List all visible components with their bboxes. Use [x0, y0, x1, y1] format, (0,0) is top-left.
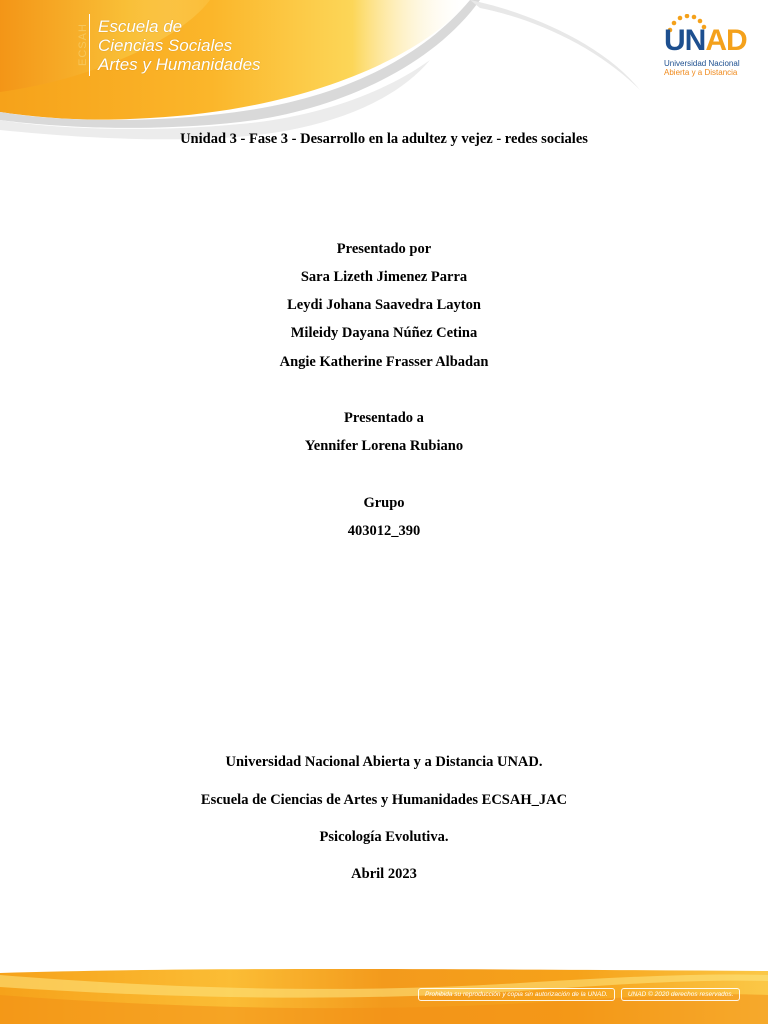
course-name: Psicología Evolutiva.	[319, 829, 449, 845]
document-date: Abril 2023	[351, 866, 417, 882]
document-title: Unidad 3 - Fase 3 - Desarrollo en la adultez y vejez - redes sociales	[180, 131, 588, 147]
author-3: Mileidy Dayana Núñez Cetina	[290, 325, 478, 341]
group-label: Grupo	[363, 495, 405, 511]
presented-to-label: Presentado a	[344, 410, 424, 426]
school-name: Escuela de Ciencias de Artes y Humanidades ECSAH_JAC	[200, 792, 568, 808]
school-line-2: Ciencias Sociales	[98, 35, 233, 55]
ecsah-vertical-label: ECSAH	[77, 23, 89, 67]
presented-by-label: Presentado por	[336, 241, 432, 257]
author-4: Angie Katherine Frasser Albadan	[279, 354, 489, 370]
logo-subtitle: Universidad Nacional Abierta y a Distancia	[664, 59, 740, 77]
presented-to-name: Yennifer Lorena Rubiano	[304, 438, 464, 454]
unad-logo	[664, 14, 754, 84]
group-code: 403012_390	[347, 523, 421, 539]
footer-notices	[418, 988, 740, 1001]
logo-wordmark: UNAD	[664, 24, 747, 57]
school-line-3: Artes y Humanidades	[98, 54, 261, 74]
footer-notice: Prohibida su reproducción y copia sin autorización de la UNAD.	[418, 988, 615, 1001]
author-2: Leydi Johana Saavedra Layton	[287, 297, 481, 313]
brand-divider	[89, 14, 90, 76]
school-brand	[72, 14, 261, 76]
university-name: Universidad Nacional Abierta y a Distancia UNAD.	[225, 754, 543, 770]
footer-copyright: UNAD © 2020 derechos reservados.	[621, 988, 741, 1001]
school-line-1: Escuela de	[98, 16, 183, 36]
author-1: Sara Lizeth Jimenez Parra	[300, 269, 468, 285]
